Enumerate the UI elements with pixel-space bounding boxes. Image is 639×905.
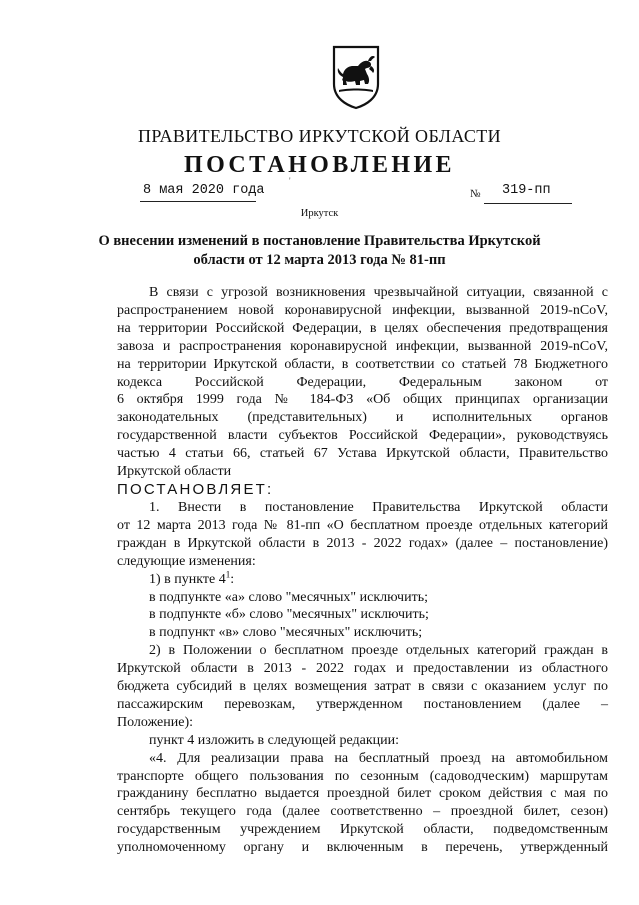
resolves-heading: ПОСТАНОВЛЯЕТ: bbox=[117, 480, 274, 498]
sub1-line: в подпункте «а» слово "месячных" исключить; bbox=[149, 589, 428, 605]
preamble-line: частью 4 статьи 66, статьей 67 Устава Иркутской области, Правительство bbox=[117, 446, 608, 462]
preamble-line: кодекса Российской Федерации, Федеральным законом от bbox=[117, 374, 608, 390]
item1-line: граждан в Иркутской области в 2013 - 2022 годах» (далее – постановление) bbox=[117, 535, 608, 551]
item1-line: 1. Внести в постановление Правительства Иркутской области bbox=[149, 499, 608, 515]
preamble-line: Иркутской области bbox=[117, 464, 232, 480]
document-body bbox=[117, 284, 608, 857]
document-type: ПОСТАНОВЛЕНИЕ bbox=[184, 152, 455, 178]
title-line: О внесении изменений в постановление Правительства Иркутской bbox=[98, 233, 541, 249]
point4-line: уполномоченному органу и включенным в перечень, утвержденный bbox=[117, 840, 608, 856]
title-line: области от 12 марта 2013 года № 81-пп bbox=[193, 252, 446, 268]
coat-of-arms-babr-icon bbox=[330, 44, 382, 110]
number-underline bbox=[484, 203, 572, 204]
point4-line: «4. Для реализации права на бесплатный проезд на автомобильном bbox=[149, 750, 608, 766]
sub2-line: бюджета субсидий в целях возмещения затрат в связи с оказанием услуг по bbox=[117, 679, 608, 695]
scan-mark: ' bbox=[289, 176, 291, 186]
sub1-text: 1) в пункте 4 bbox=[149, 571, 226, 587]
preamble-line: В связи с угрозой возникновения чрезвычайной ситуации, связанной с bbox=[149, 285, 608, 300]
preamble-line: на территории Иркутской области, в соответствии со статьей 78 Бюджетного bbox=[117, 356, 608, 372]
sub1-line: в подпункте «б» слово "месячных" исключить; bbox=[149, 607, 429, 623]
sub2-line: 2) в Положении о бесплатном проезде отдельных категорий граждан в bbox=[149, 643, 608, 659]
item1-line: следующие изменения: bbox=[117, 553, 256, 569]
point4-line: государственным учреждением Иркутской области, подведомственным bbox=[117, 822, 608, 838]
sub2-line: Положение): bbox=[117, 714, 194, 730]
sub1-superscript: 1 bbox=[225, 568, 231, 579]
number-sign: № bbox=[470, 188, 481, 200]
sub1-tail: : bbox=[230, 571, 235, 587]
point4-line: транспорте общего пользования по сезонным (садоводческим) маршрутам bbox=[117, 768, 608, 784]
item1-line: от 12 марта 2013 года № 81-пп «О бесплатном проезде отдельных категорий bbox=[117, 517, 608, 533]
sub2-line: Иркутской области в 2013 - 2022 годах и предоставлении из областного bbox=[117, 661, 608, 677]
document-number: 319-пп bbox=[502, 183, 551, 198]
preamble-line: законодательных (представительных) и исполнительных органов bbox=[117, 410, 608, 426]
point4-line: гражданину бесплатно выдается проездной билет сроком действия с мая по bbox=[117, 786, 608, 802]
preamble-line: государственной власти субъектов Российской Федерации», руководствуясь bbox=[117, 428, 608, 444]
sub1-heading bbox=[117, 568, 608, 589]
organization-name: ПРАВИТЕЛЬСТВО ИРКУТСКОЙ ОБЛАСТИ bbox=[137, 126, 502, 146]
document-title bbox=[0, 232, 639, 270]
document-date: 8 мая 2020 года bbox=[143, 183, 265, 198]
preamble-line: 6 октября 1999 года № 184-ФЗ «Об общих принципах организации bbox=[117, 392, 608, 408]
city: Иркутск bbox=[300, 208, 339, 219]
sub1-line: в подпункт «в» слово "месячных" исключить; bbox=[149, 625, 423, 641]
preamble-line: распространением новой коронавирусной инфекции, вызванной 2019-nCoV, bbox=[117, 302, 608, 318]
preamble-line: на территории Российской Федерации, в целях обеспечения предотвращения bbox=[117, 320, 608, 336]
point4-intro: пункт 4 изложить в следующей редакции: bbox=[149, 732, 399, 748]
sub2-line: пассажирским перевозкам, утвержденном постановлением (далее – bbox=[117, 696, 608, 712]
point4-line: сентябрь текущего года (далее соответственно – проездной билет, сезон) bbox=[117, 804, 608, 820]
preamble-line: завоза и распространения коронавирусной инфекции, вызванной 2019-nCoV, bbox=[117, 338, 608, 354]
date-underline bbox=[140, 201, 256, 202]
